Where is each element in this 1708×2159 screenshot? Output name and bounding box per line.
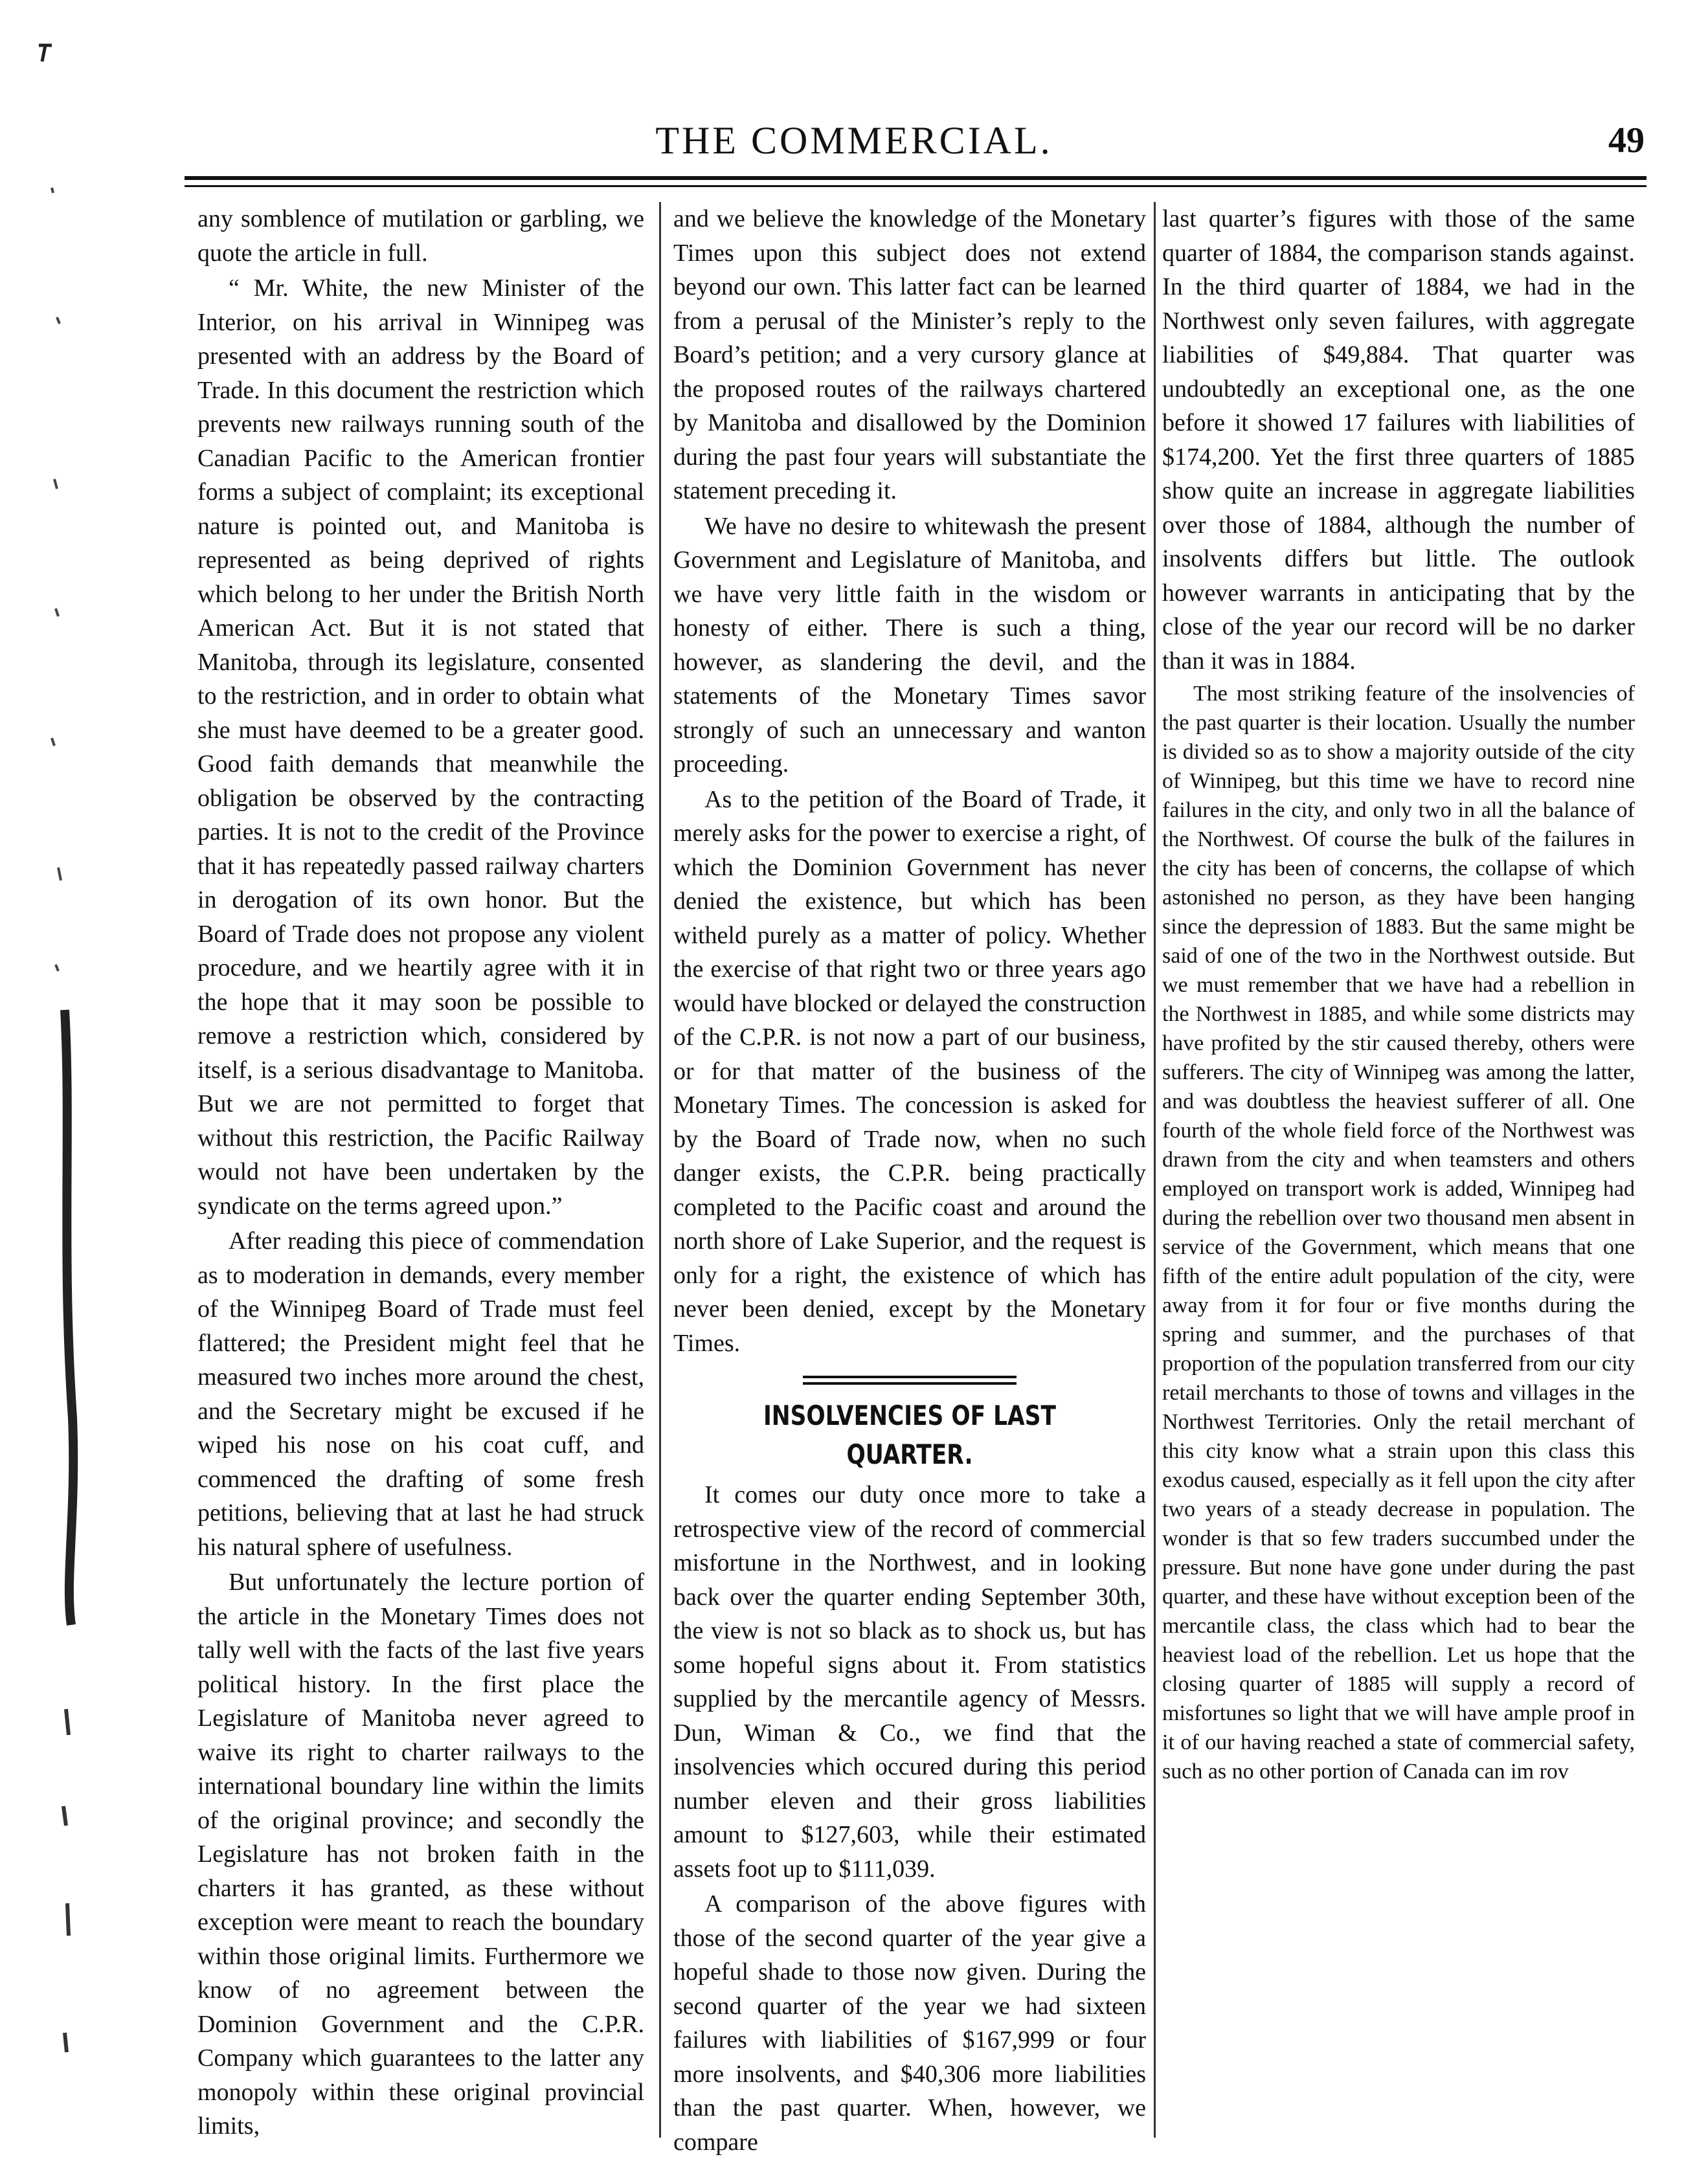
paragraph: We have no desire to whitewash the present Government and Legislature of Manitoba, and we have very little faith in the wisdom or honesty of either. There is such a thing, however, as slandering the devil, and the statements of the Monetary Times savor strongly of such an unnecessary and wanton proceeding. — [673, 512, 1146, 777]
section-heading: INSOLVENCIES OF LAST QUARTER. — [763, 1400, 1057, 1470]
quoted-article: “ Mr. White, the new Minister of the Interior, on his arrival in Winnipeg was presented with an address by the Board of Trade. In this document the restriction which prevents new railways running south of the Canadian Pacific to the American frontier forms a subject of complaint; its exceptional nature is pointed out, and Manitoba is represented as being deprived of rights which belong to her under the British North American Act. But it is not stated that Manitoba, through its legislature, consented to the restriction, and in order to obtain what she must have deemed to be a greater good. Good faith demands that meanwhile the obligation be observed by the contracting parties. It is not to the credit of the Province that it has repeatedly passed railway charters in derogation of its own honor. But the Board of Trade does not propose any violent procedure, and we heartily agree with it in the hope that it may soon be possible to remove a restriction which, considered by itself, is a serious disadvantage to Manitoba. But we are not permitted to forget that without this restriction, the Pacific Railway would not have been undertaken by the syndicate on the terms agreed upon.” — [197, 274, 644, 1220]
masthead-title: THE COMMERCIAL. — [655, 119, 1053, 162]
page-number: 49 — [1608, 120, 1645, 161]
paragraph: The most striking feature of the insolvencies of the past quarter is their location. Usually the number is divided so as to show a majority outside of the city of Winnipeg, but this time we have to record nine failures in the city, and only two in all the balance of the Northwest. Of course the bulk of the failures in the city has been of concerns, the collapse of which astonished no person, as they have been hanging since the depression of 1883. But the same might be said of one of the two in the Northwest outside. But we must remember that we have had a rebellion in the Northwest in 1885, and while some districts may have profited by the stir caused thereby, others were sufferers. The city of Winnipeg was among the latter, and was doubtless the heaviest sufferer of all. One fourth of the whole field force of the Northwest was drawn from the city and when teamsters and others employed on transport work is added, Winnipeg had during the rebellion over two thousand men absent in service of the Government, which means that one fifth of the entire adult population of the city, were away from it for four or five months during the spring and summer, and the purchases of that proportion of the population transferred from our city retail merchants to those of towns and villages in the Northwest Territories. Only the retail merchant of this city know what a strain upon this class this exodus caused, especially as it fell upon the city after two years of a steady decrease in population. The wonder is that so few traders succumbed under the pressure. But none have gone under during the past quarter, and these have without exception been of the mercantile class, the class which had to bear the heaviest load of the rebellion. Let us hope that the closing quarter of 1885 will supply a record of misfortunes so light that we will have ample proof in it of our having reached a state of commercial safety, such as no other portion of Canada can im rov — [1162, 682, 1635, 1784]
paragraph: last quarter’s figures with those of the same quarter of 1884, the comparison stands against. In the third quarter of 1884, we had in the Northwest only seven failures, with aggregate liabilities of $49,884. That quarter was undoubtedly an exceptional one, as the one before it showed 17 failures with liabilities of $174,200. Yet the first three quarters of 1885 show quite an increase in aggregate liabilities over those of 1884, although the number of insolvents differs but little. The outlook however warrants in anticipating that by the close of the year our record will be no darker than it was in 1884. — [1162, 205, 1635, 675]
header-rule-thin — [185, 185, 1646, 187]
separator-rule — [803, 1376, 1017, 1378]
column-divider — [659, 202, 661, 2138]
paragraph: As to the petition of the Board of Trade, it merely asks for the power to exercise a right, of which the Dominion Government has never denied the existence, but which has been witheld purely as a matter of policy. Whether the exercise of that right two or three years ago would have blocked or delayed the construction of the C.P.R. is not now a part of our business, or for that matter of the business of the Monetary Times. The concession is asked for by the Board of Trade now, when no such danger exists, the C.P.R. being practically completed to the Pacific coast and around the north shore of Lake Superior, and the request is only for a right, the existence of which has never been denied, except by the Monetary Times. — [673, 785, 1146, 1357]
column-one — [197, 202, 644, 2138]
paragraph: It comes our duty once more to take a retrospective view of the record of commercial misfortune in the Northwest, and in looking back over the quarter ending September 30th, the view is not so black as to shock us, but has some hopeful signs about it. From statistics supplied by the mercantile agency of Messrs. Dun, Wiman & Co., we find that the insolvencies which occured during this period number eleven and their gross liabilities amount to $127,603, while their estimated assets foot up to $111,039. — [673, 1481, 1146, 1883]
separator-rule — [803, 1382, 1017, 1385]
paragraph: But unfortunately the lecture portion of the article in the Monetary Times does not tally well with the facts of the last five years political history. In the first place the Legislature of Manitoba never agreed to waive its right to charter railways to the international boundary line within the limits of the original province; and secondly the Legislature has not broken faith in the charters it has granted, as these without exception were meant to reach the boundary within those original limits. Furthermore we know of no agreement between the Dominion Government and the C.P.R. Company which guarantees to the latter any monopoly within these original provincial limits, — [197, 1569, 644, 2140]
column-three — [1162, 202, 1635, 2138]
column-two — [673, 202, 1146, 2156]
binding-edge-marks — [0, 26, 129, 2130]
paragraph: and we believe the knowledge of the Monetary Times upon this subject does not extend beyond our own. This latter fact can be learned from a perusal of the Minister’s reply to the Board’s petition; and a very cursory glance at the proposed routes of the railways chartered by Manitoba and disallowed by the Dominion during the past four years will substantiate the statement preceding it. — [673, 205, 1146, 504]
paragraph: any somblence of mutilation or garbling, we quote the article in full. — [197, 205, 644, 267]
column-divider — [1154, 202, 1156, 2138]
header-rule-thick — [185, 176, 1646, 180]
paragraph: After reading this piece of commendation as to moderation in demands, every member of the Winnipeg Board of Trade must feel flattered; the President might feel that he measured two inches more around the chest, and the Secretary might be excused if he wiped his nose on his coat cuff, and commenced the drafting of some fresh petitions, believing that at last he had struck his natural sphere of usefulness. — [197, 1227, 644, 1561]
section-separator — [673, 1376, 1146, 1385]
paragraph: A comparison of the above figures with those of the second quarter of the year give a hopeful shade to those now given. During the second quarter of the year we had sixteen failures with liabilities of $167,999 or four more insolvents, and $40,306 more liabilities than the past quarter. When, however, we compare — [673, 1890, 1146, 2156]
